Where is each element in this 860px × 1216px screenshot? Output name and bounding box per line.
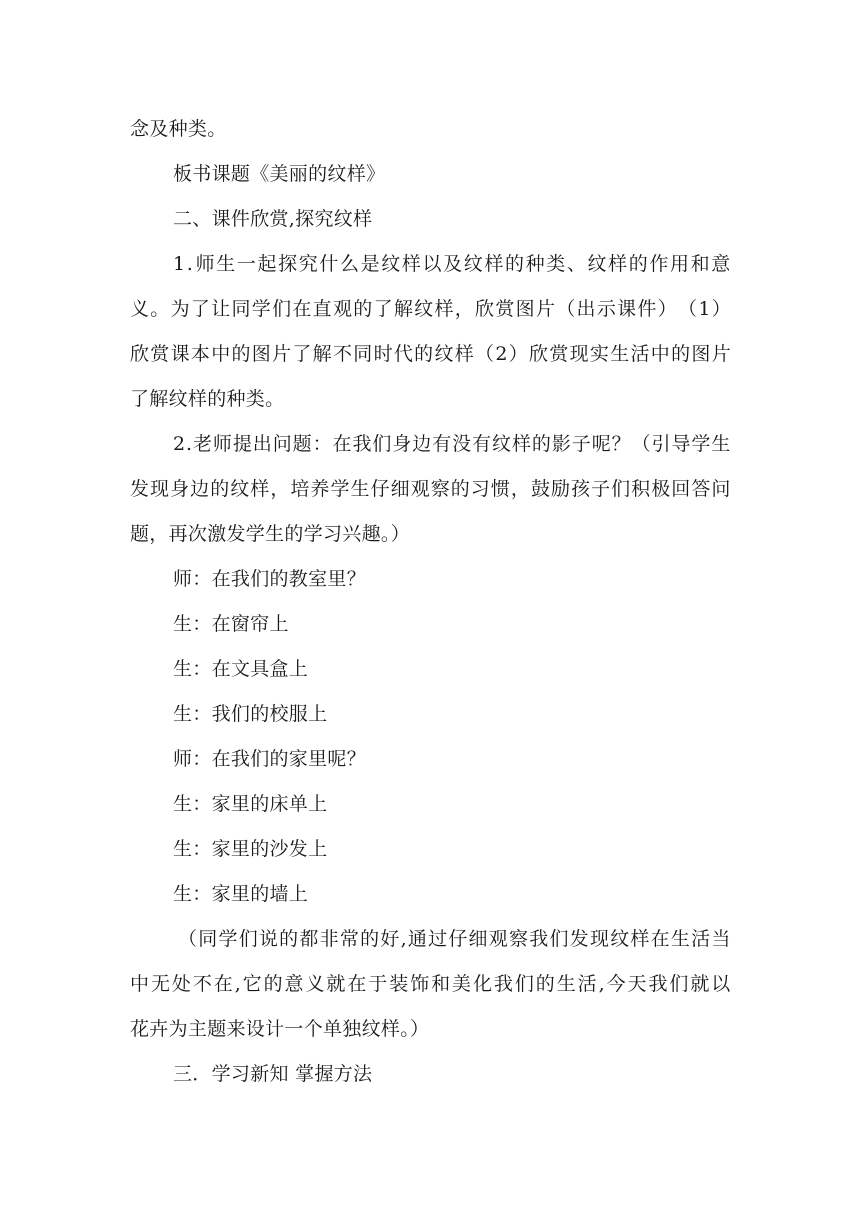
dialogue-line: 生：我们的校服上 [173,703,328,725]
text-line: 欣 赏 课 本 中 的 图 片 了 解 不 同 时 代 的 纹 样 （ 2 ） 欣 赏 现 实 生 活 中 的 图 片 [130,343,731,365]
lesson-title-line: 板书课题《美丽的纹样》 [173,163,386,185]
text-line: 花卉为主题来设计一个单独纹样。） [130,1018,430,1040]
text-line: 念及种类。 [130,118,227,140]
text-line: 题，再次激发学生的学习兴趣。） [130,523,411,545]
section-heading: 三．学习新知 掌握方法 [173,1063,373,1085]
text-line: （ 同 学 们 说 的 都 非 常 的 好 , 通 过 仔 细 观 察 我 们 发 现 纹 样 在 生 活 当 [178,928,731,950]
dialogue-line: 师：在我们的教室里？ [173,568,367,590]
text-line: 义 。 为 了 让 同 学 们 在 直 观 的 了 解 纹 样 ， 欣 赏 图 片 （ 出 示 课 件 ） （ 1 ） [130,298,731,320]
section-heading: 二、课件欣赏,探究纹样 [173,208,373,230]
dialogue-line: 生：家里的沙发上 [173,838,328,860]
dialogue-line: 生：家里的床单上 [173,793,328,815]
text-line: 发 现 身 边 的 纹 样 ， 培 养 学 生 仔 细 观 察 的 习 惯 ， 鼓 励 孩 子 们 积 极 回 答 问 [130,478,731,500]
dialogue-line: 生：家里的墙上 [173,883,309,905]
text-line: 了解纹样的种类。 [130,388,285,410]
dialogue-line: 生：在窗帘上 [173,613,289,635]
text-line: 2 . 老 师 提 出 问 题 ： 在 我 们 身 边 有 没 有 纹 样 的 影 子 呢 ？ （ 引 导 学 生 [173,433,731,455]
dialogue-line: 师：在我们的家里呢？ [173,748,367,770]
text-line: 1 . 师 生 一 起 探 究 什 么 是 纹 样 以 及 纹 样 的 种 类 、 纹 样 的 作 用 和 意 [173,253,731,275]
dialogue-line: 生：在文具盒上 [173,658,309,680]
text-line: 中 无 处 不 在 , 它 的 意 义 就 在 于 装 饰 和 美 化 我 们 的 生 活 , 今 天 我 们 就 以 [130,973,731,995]
